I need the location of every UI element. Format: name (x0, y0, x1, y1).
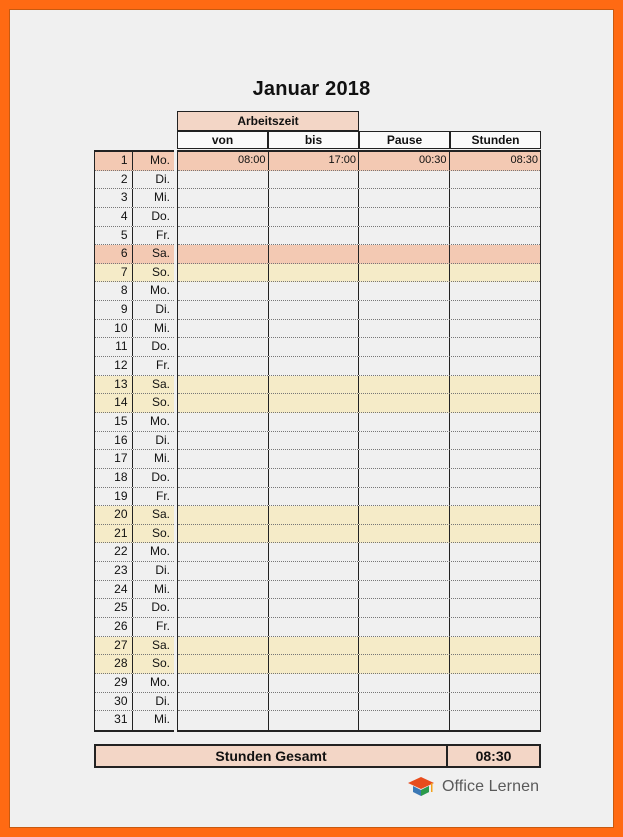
day-number: 26 (95, 618, 133, 636)
time-row (178, 301, 540, 320)
day-row (95, 543, 174, 562)
weekday-label: Di. (155, 302, 170, 317)
pause-cell[interactable] (359, 488, 450, 506)
stunden-cell[interactable] (450, 245, 541, 263)
day-number: 20 (95, 506, 133, 524)
stunden-cell[interactable] (450, 637, 541, 655)
bis-cell[interactable] (269, 618, 360, 636)
stunden-cell[interactable] (450, 413, 541, 431)
time-row (178, 711, 540, 730)
column-header-stunden: Stunden (450, 131, 541, 149)
total-hours-value[interactable]: 08:30 (475, 748, 512, 764)
von-cell[interactable] (178, 432, 269, 450)
day-row (95, 338, 174, 357)
day-number: 27 (95, 637, 133, 655)
day-row (95, 320, 174, 339)
weekday-label: Mi. (154, 451, 170, 466)
time-row (178, 171, 540, 190)
time-row (178, 208, 540, 227)
weekday-label: Mi. (154, 320, 170, 335)
pause-cell[interactable] (359, 189, 450, 207)
stunden-cell[interactable] (450, 357, 541, 375)
time-row (178, 189, 540, 208)
bis-cell[interactable] (269, 488, 360, 506)
bis-cell[interactable] (269, 543, 360, 561)
von-cell[interactable] (178, 264, 269, 282)
day-number: 4 (95, 208, 133, 226)
von-cell[interactable] (178, 562, 269, 580)
von-cell[interactable] (178, 506, 269, 524)
office-lernen-logo (406, 775, 539, 799)
bis-cell[interactable] (269, 413, 360, 431)
bis-cell[interactable] (269, 432, 360, 450)
von-cell[interactable] (178, 245, 269, 263)
weekday-label: Fr. (156, 619, 170, 634)
total-hours-label: Stunden Gesamt (96, 746, 448, 766)
von-cell[interactable] (178, 693, 269, 711)
pause-cell[interactable] (359, 208, 450, 226)
day-number: 28 (95, 655, 133, 673)
time-row (178, 432, 540, 451)
time-row (178, 693, 540, 712)
pause-cell[interactable] (359, 450, 450, 468)
pause-cell[interactable] (359, 581, 450, 599)
bis-cell[interactable] (269, 189, 360, 207)
logo-text: Office Lernen (442, 778, 540, 795)
day-number: 6 (95, 245, 133, 263)
day-number: 14 (95, 394, 133, 412)
time-row (178, 282, 540, 301)
von-cell[interactable] (178, 338, 269, 356)
day-number: 5 (95, 227, 133, 245)
day-row (95, 227, 174, 246)
pause-cell[interactable] (359, 338, 450, 356)
von-cell[interactable] (178, 357, 269, 375)
stunden-cell[interactable] (450, 562, 541, 580)
stunden-cell[interactable] (450, 506, 541, 524)
bis-cell[interactable] (269, 655, 360, 673)
time-row (178, 152, 540, 171)
day-number: 17 (95, 450, 133, 468)
pause-cell[interactable] (359, 394, 450, 412)
day-row (95, 282, 174, 301)
pause-cell[interactable] (359, 171, 450, 189)
von-cell[interactable] (178, 376, 269, 394)
weekday-label: Sa. (151, 637, 170, 652)
day-number: 31 (95, 711, 133, 730)
von-cell[interactable] (178, 655, 269, 673)
day-row (95, 599, 174, 618)
column-header-bis: bis (268, 131, 359, 149)
weekday-label: Mi. (154, 190, 170, 205)
weekday-label: Mo. (149, 283, 170, 298)
time-row (178, 320, 540, 339)
time-row (178, 450, 540, 469)
weekday-label: Sa. (151, 246, 170, 261)
stunden-cell[interactable] (450, 320, 541, 338)
stunden-cell[interactable] (450, 432, 541, 450)
weekday-label: Fr. (156, 358, 170, 373)
weekday-label: Fr. (156, 488, 170, 503)
pause-cell[interactable] (359, 711, 450, 730)
arbeitszeit-header: Arbeitszeit (177, 111, 359, 131)
stunden-cell[interactable] (450, 599, 541, 617)
von-cell[interactable] (178, 189, 269, 207)
stunden-cell[interactable] (450, 581, 541, 599)
stunden-cell[interactable] (450, 655, 541, 673)
day-row (95, 618, 174, 637)
weekday-label: Sa. (151, 507, 170, 522)
weekday-label: Di. (155, 432, 170, 447)
stunden-cell[interactable] (450, 618, 541, 636)
time-row (178, 637, 540, 656)
day-row (95, 674, 174, 693)
day-number: 15 (95, 413, 133, 431)
von-cell[interactable] (178, 413, 269, 431)
day-row (95, 413, 174, 432)
day-number: 3 (95, 189, 133, 207)
stunden-cell[interactable] (450, 189, 541, 207)
time-row (178, 488, 540, 507)
weekday-label: Di. (155, 563, 170, 578)
bis-cell[interactable] (269, 525, 360, 543)
stunden-cell[interactable] (450, 450, 541, 468)
weekday-label: Do. (151, 600, 170, 615)
day-row (95, 525, 174, 544)
day-row (95, 506, 174, 525)
pause-cell[interactable] (359, 282, 450, 300)
timesheet-page (9, 9, 614, 828)
day-row (95, 301, 174, 320)
weekday-label: Sa. (151, 376, 170, 391)
bis-cell[interactable] (269, 320, 360, 338)
day-row (95, 189, 174, 208)
day-row (95, 637, 174, 656)
pause-cell[interactable] (359, 320, 450, 338)
stunden-cell[interactable] (450, 674, 541, 692)
time-row (178, 227, 540, 246)
weekday-label: Mo. (149, 544, 170, 559)
bis-cell[interactable] (269, 282, 360, 300)
bis-cell[interactable] (269, 637, 360, 655)
stunden-cell[interactable]: 08:30 (510, 154, 538, 166)
stunden-cell[interactable] (450, 543, 541, 561)
day-column (94, 150, 174, 732)
stunden-cell[interactable] (450, 488, 541, 506)
day-number: 29 (95, 674, 133, 692)
stunden-cell[interactable] (450, 376, 541, 394)
von-cell[interactable] (178, 599, 269, 617)
pause-cell[interactable] (359, 693, 450, 711)
bis-cell[interactable] (269, 171, 360, 189)
stunden-cell[interactable] (450, 282, 541, 300)
time-row (178, 562, 540, 581)
graduation-cap-icon (406, 775, 436, 799)
von-cell[interactable]: 08:00 (178, 152, 269, 170)
pause-cell[interactable] (359, 506, 450, 524)
bis-cell[interactable] (269, 264, 360, 282)
column-header-pause: Pause (359, 131, 450, 149)
bis-cell[interactable] (269, 581, 360, 599)
day-number: 16 (95, 432, 133, 450)
weekday-label: Mi. (154, 712, 170, 727)
bis-cell[interactable] (269, 674, 360, 692)
stunden-cell[interactable] (450, 469, 541, 487)
weekday-label: Mo. (149, 674, 170, 689)
von-cell[interactable] (178, 227, 269, 245)
weekday-label: So. (151, 264, 170, 279)
day-row (95, 152, 174, 171)
day-row (95, 450, 174, 469)
time-row (178, 338, 540, 357)
day-number: 11 (95, 338, 133, 356)
stunden-cell[interactable] (450, 227, 541, 245)
bis-cell[interactable] (269, 469, 360, 487)
pause-cell[interactable] (359, 413, 450, 431)
bis-cell[interactable] (269, 338, 360, 356)
day-row (95, 432, 174, 451)
pause-cell[interactable] (359, 543, 450, 561)
bis-cell[interactable] (269, 562, 360, 580)
day-row (95, 376, 174, 395)
day-number: 30 (95, 693, 133, 711)
total-hours-bar (94, 744, 541, 768)
time-row (178, 245, 540, 264)
time-row (178, 264, 540, 283)
day-row (95, 562, 174, 581)
pause-cell[interactable] (359, 562, 450, 580)
pause-cell[interactable] (359, 245, 450, 263)
pause-cell[interactable] (359, 469, 450, 487)
stunden-cell[interactable] (450, 711, 541, 730)
day-row (95, 581, 174, 600)
time-row (178, 655, 540, 674)
stunden-cell[interactable] (450, 338, 541, 356)
stunden-cell[interactable] (450, 525, 541, 543)
day-number: 24 (95, 581, 133, 599)
von-cell[interactable] (178, 618, 269, 636)
stunden-cell[interactable] (450, 208, 541, 226)
pause-cell[interactable] (359, 655, 450, 673)
bis-cell[interactable] (269, 693, 360, 711)
pause-cell[interactable] (359, 432, 450, 450)
time-grid (177, 150, 541, 732)
stunden-cell[interactable] (450, 264, 541, 282)
day-number: 9 (95, 301, 133, 319)
day-number: 25 (95, 599, 133, 617)
pause-cell[interactable] (359, 227, 450, 245)
stunden-cell[interactable] (450, 394, 541, 412)
bis-cell[interactable] (269, 245, 360, 263)
weekday-label: Mo. (149, 413, 170, 428)
column-header-von: von (177, 131, 268, 149)
von-cell[interactable] (178, 469, 269, 487)
von-cell[interactable] (178, 208, 269, 226)
time-row (178, 618, 540, 637)
weekday-label: So. (151, 525, 170, 540)
weekday-label: Di. (155, 693, 170, 708)
bis-cell[interactable]: 17:00 (269, 152, 360, 170)
day-row (95, 488, 174, 507)
pause-cell[interactable]: 00:30 (359, 152, 450, 170)
pause-cell[interactable] (359, 301, 450, 319)
weekday-label: Do. (151, 469, 170, 484)
weekday-label: Do. (151, 339, 170, 354)
day-number: 10 (95, 320, 133, 338)
bis-cell[interactable] (269, 506, 360, 524)
day-number: 13 (95, 376, 133, 394)
stunden-cell[interactable] (450, 301, 541, 319)
pause-cell[interactable] (359, 376, 450, 394)
weekday-label: Mo. (149, 153, 170, 167)
weekday-label: Fr. (156, 227, 170, 242)
pause-cell[interactable] (359, 264, 450, 282)
stunden-cell[interactable] (450, 171, 541, 189)
bis-cell[interactable] (269, 394, 360, 412)
day-number: 8 (95, 282, 133, 300)
pause-cell[interactable] (359, 599, 450, 617)
von-cell[interactable] (178, 711, 269, 730)
bis-cell[interactable] (269, 711, 360, 730)
day-number: 23 (95, 562, 133, 580)
pause-cell[interactable] (359, 357, 450, 375)
weekday-label: Do. (151, 208, 170, 223)
day-row (95, 693, 174, 712)
day-number: 18 (95, 469, 133, 487)
day-number: 2 (95, 171, 133, 189)
von-cell[interactable] (178, 450, 269, 468)
time-row (178, 581, 540, 600)
time-row (178, 543, 540, 562)
weekday-label: Mi. (154, 581, 170, 596)
day-row (95, 171, 174, 190)
day-row (95, 208, 174, 227)
pause-cell[interactable] (359, 525, 450, 543)
day-row (95, 357, 174, 376)
day-row (95, 711, 174, 730)
time-row (178, 506, 540, 525)
time-row (178, 599, 540, 618)
time-row (178, 394, 540, 413)
bis-cell[interactable] (269, 227, 360, 245)
day-number: 21 (95, 525, 133, 543)
bis-cell[interactable] (269, 208, 360, 226)
weekday-label: So. (151, 656, 170, 671)
von-cell[interactable] (178, 543, 269, 561)
weekday-label: So. (151, 395, 170, 410)
von-cell[interactable] (178, 301, 269, 319)
day-row (95, 394, 174, 413)
stunden-cell[interactable] (450, 693, 541, 711)
pause-cell[interactable] (359, 674, 450, 692)
pause-cell[interactable] (359, 637, 450, 655)
time-row (178, 376, 540, 395)
time-row (178, 525, 540, 544)
day-number: 19 (95, 488, 133, 506)
von-cell[interactable] (178, 674, 269, 692)
time-row (178, 674, 540, 693)
von-cell[interactable] (178, 488, 269, 506)
day-number: 22 (95, 543, 133, 561)
time-row (178, 469, 540, 488)
von-cell[interactable] (178, 581, 269, 599)
von-cell[interactable] (178, 282, 269, 300)
day-number: 12 (95, 357, 133, 375)
bis-cell[interactable] (269, 301, 360, 319)
day-number: 7 (95, 264, 133, 282)
von-cell[interactable] (178, 320, 269, 338)
time-row (178, 413, 540, 432)
day-row (95, 245, 174, 264)
day-row (95, 655, 174, 674)
bis-cell[interactable] (269, 450, 360, 468)
von-cell[interactable] (178, 394, 269, 412)
von-cell[interactable] (178, 637, 269, 655)
day-row (95, 469, 174, 488)
von-cell[interactable] (178, 171, 269, 189)
pause-cell[interactable] (359, 618, 450, 636)
bis-cell[interactable] (269, 376, 360, 394)
bis-cell[interactable] (269, 357, 360, 375)
time-row (178, 357, 540, 376)
von-cell[interactable] (178, 525, 269, 543)
page-title: Januar 2018 (252, 78, 371, 100)
day-number: 1 (95, 152, 133, 170)
weekday-label: Di. (155, 171, 170, 186)
bis-cell[interactable] (269, 599, 360, 617)
day-row (95, 264, 174, 283)
